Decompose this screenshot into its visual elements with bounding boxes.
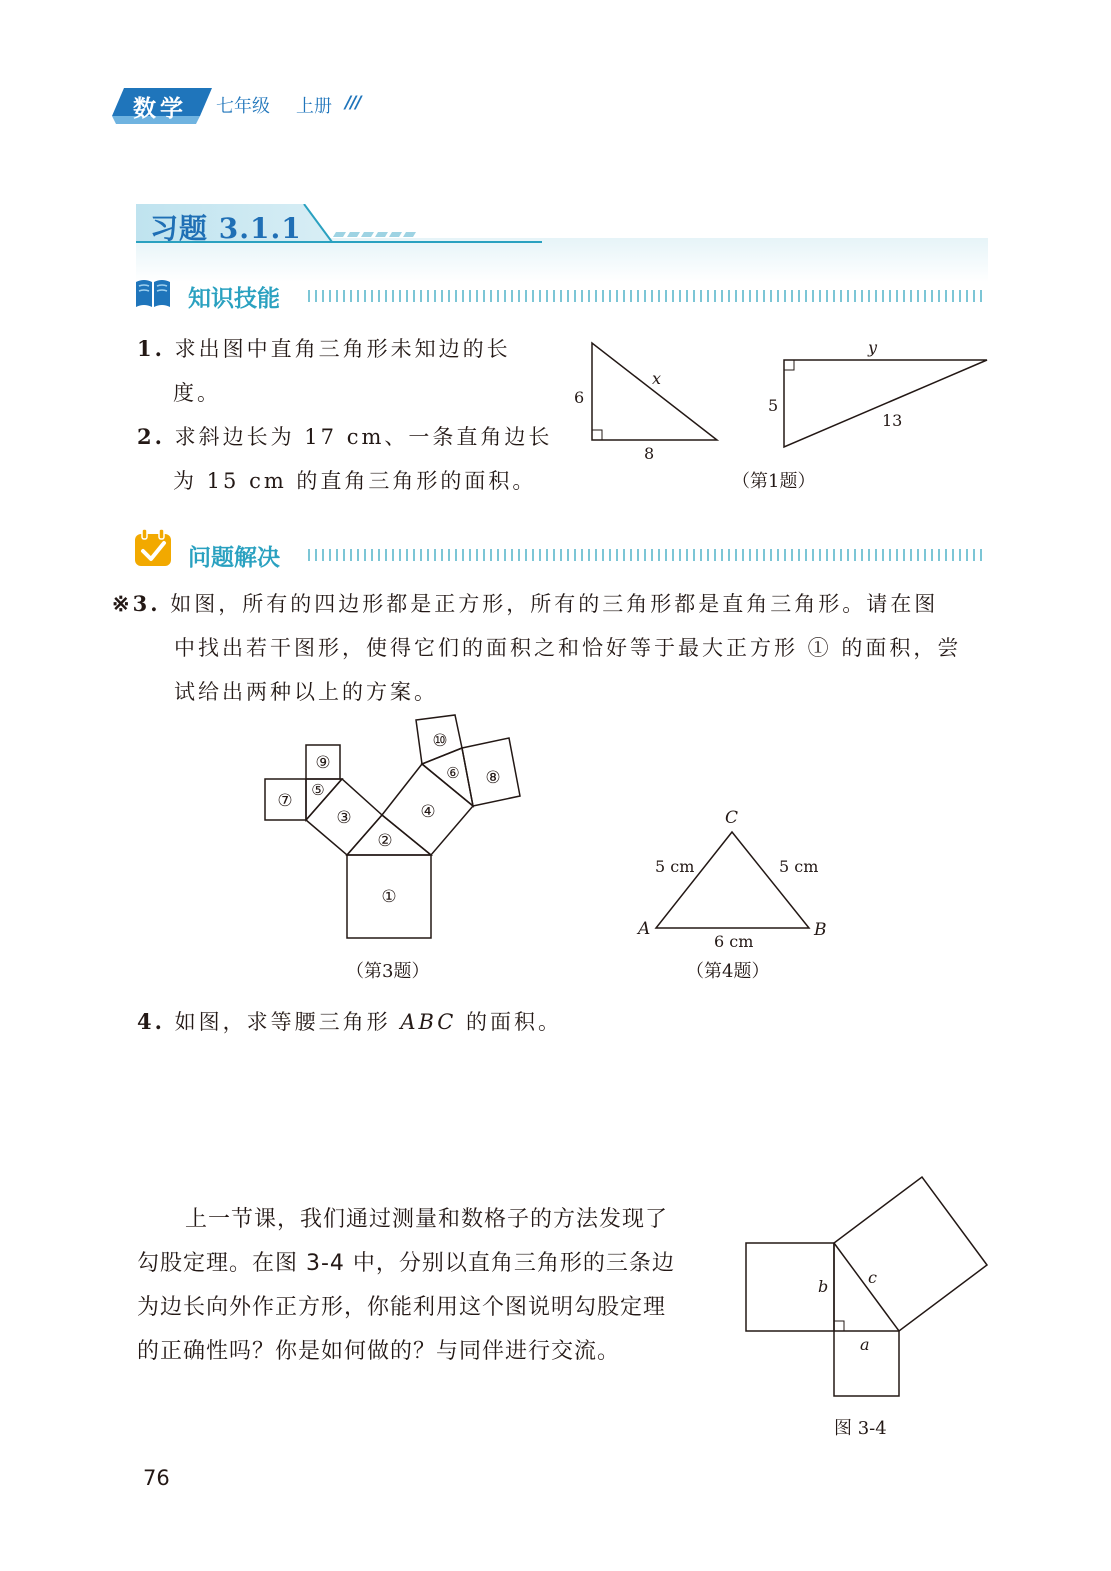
exercise-title: 习题 3.1.1 bbox=[150, 212, 302, 245]
question-text: 如图，所有的四边形都是正方形，所有的三角形都是直角三角形。请在图 bbox=[170, 592, 939, 616]
figure-q3 bbox=[255, 710, 535, 945]
section-divider bbox=[308, 549, 986, 561]
label-square-10: ⑩ bbox=[432, 731, 448, 751]
question-text: 的面积。 bbox=[456, 1010, 563, 1034]
label-square-8: ⑧ bbox=[485, 768, 501, 788]
square-on-c bbox=[834, 1177, 987, 1331]
triangle-name: ABC bbox=[400, 1010, 457, 1034]
question-text: 求斜边长为 17 cm、一条直角边长 bbox=[174, 425, 553, 449]
vertex-b: B bbox=[814, 920, 827, 940]
question-number: ※3 bbox=[112, 591, 151, 616]
label-c: c bbox=[868, 1268, 877, 1287]
question-text: 为 15 cm 的直角三角形的面积。 bbox=[173, 469, 537, 493]
volume-label: 上册 bbox=[296, 96, 332, 117]
question-number: 2 bbox=[137, 424, 155, 449]
book-icon bbox=[134, 277, 172, 309]
question-1: 1. 求出图中直角三角形未知边的长 度。 bbox=[137, 327, 557, 415]
page-number: 76 bbox=[143, 1466, 170, 1490]
label-triangle-6: ⑥ bbox=[446, 764, 460, 782]
label-side-5: 5 bbox=[768, 396, 779, 415]
label-square-9: ⑨ bbox=[315, 753, 331, 773]
label-a: a bbox=[860, 1335, 870, 1354]
label-triangle-5: ⑤ bbox=[311, 781, 325, 799]
figure-caption-q4: （第4题） bbox=[686, 961, 770, 982]
label-square-7: ⑦ bbox=[277, 791, 293, 811]
intro-line: 上一节课，我们通过测量和数格子的方法发现了 bbox=[185, 1207, 669, 1232]
label-square-3: ③ bbox=[336, 808, 352, 828]
question-2: 2. 求斜边长为 17 cm、一条直角边长 为 15 cm 的直角三角形的面积。 bbox=[137, 415, 557, 503]
question-3: ※3. 如图，所有的四边形都是正方形，所有的三角形都是直角三角形。请在图 中找出若干图形，使得它们的面积之和恰好等于最大正方形 ① 的面积，尝 试给出两种以上的方案。 bbox=[112, 582, 992, 714]
label-side-ab: 6 cm bbox=[714, 932, 754, 950]
intro-paragraph bbox=[137, 1198, 727, 1374]
figure-q1 bbox=[560, 330, 990, 470]
header-slashes: /// bbox=[345, 93, 361, 113]
question-text: 中找出若干图形，使得它们的面积之和恰好等于最大正方形 ① 的面积，尝 bbox=[174, 636, 962, 660]
figure-caption-3-4: 图 3-4 bbox=[834, 1418, 887, 1439]
label-b: b bbox=[818, 1277, 829, 1296]
intro-line: 为边长向外作正方形，你能利用这个图说明勾股定理 bbox=[137, 1295, 667, 1320]
question-text: 试给出两种以上的方案。 bbox=[174, 680, 438, 704]
label-side-6: 6 bbox=[574, 388, 585, 407]
vertex-c: C bbox=[725, 808, 739, 828]
question-number: 1 bbox=[137, 336, 155, 361]
grade-label: 七年级 bbox=[216, 96, 270, 117]
calendar-check-icon bbox=[134, 529, 172, 567]
right-triangle-right bbox=[784, 360, 987, 447]
vertex-a: A bbox=[638, 919, 651, 939]
label-side-ac: 5 cm bbox=[655, 857, 695, 876]
question-text: 求出图中直角三角形未知边的长 bbox=[174, 337, 511, 361]
label-triangle-2: ② bbox=[377, 831, 393, 851]
label-side-bc: 5 cm bbox=[779, 857, 819, 876]
label-square-1: ① bbox=[381, 887, 397, 907]
figure-3-4 bbox=[740, 1170, 995, 1405]
section-title-problem: 问题解决 bbox=[188, 545, 280, 571]
figure-caption-q3: （第3题） bbox=[346, 961, 430, 982]
right-triangle-left bbox=[592, 343, 717, 440]
intro-line: 勾股定理。在图 3-4 中，分别以直角三角形的三条边 bbox=[137, 1251, 675, 1276]
intro-line: 的正确性吗？你是如何做的？与同伴进行交流。 bbox=[137, 1339, 621, 1364]
label-hyp-13: 13 bbox=[882, 411, 903, 430]
question-text: 度。 bbox=[173, 381, 221, 405]
question-text: 如图，求等腰三角形 bbox=[174, 1010, 401, 1034]
label-side-8: 8 bbox=[644, 444, 655, 463]
figure-q4 bbox=[630, 800, 840, 950]
label-side-y: y bbox=[868, 338, 878, 357]
section-title-knowledge: 知识技能 bbox=[188, 286, 280, 312]
question-4: 4. 如图，求等腰三角形 ABC 的面积。 bbox=[137, 1009, 563, 1034]
question-number: 4 bbox=[137, 1009, 155, 1034]
figure-caption-q1: （第1题） bbox=[732, 471, 816, 492]
section-divider bbox=[308, 290, 986, 302]
label-square-4: ④ bbox=[420, 802, 436, 822]
label-hyp-x: x bbox=[652, 369, 662, 388]
subject-label: 数学 bbox=[133, 96, 187, 122]
